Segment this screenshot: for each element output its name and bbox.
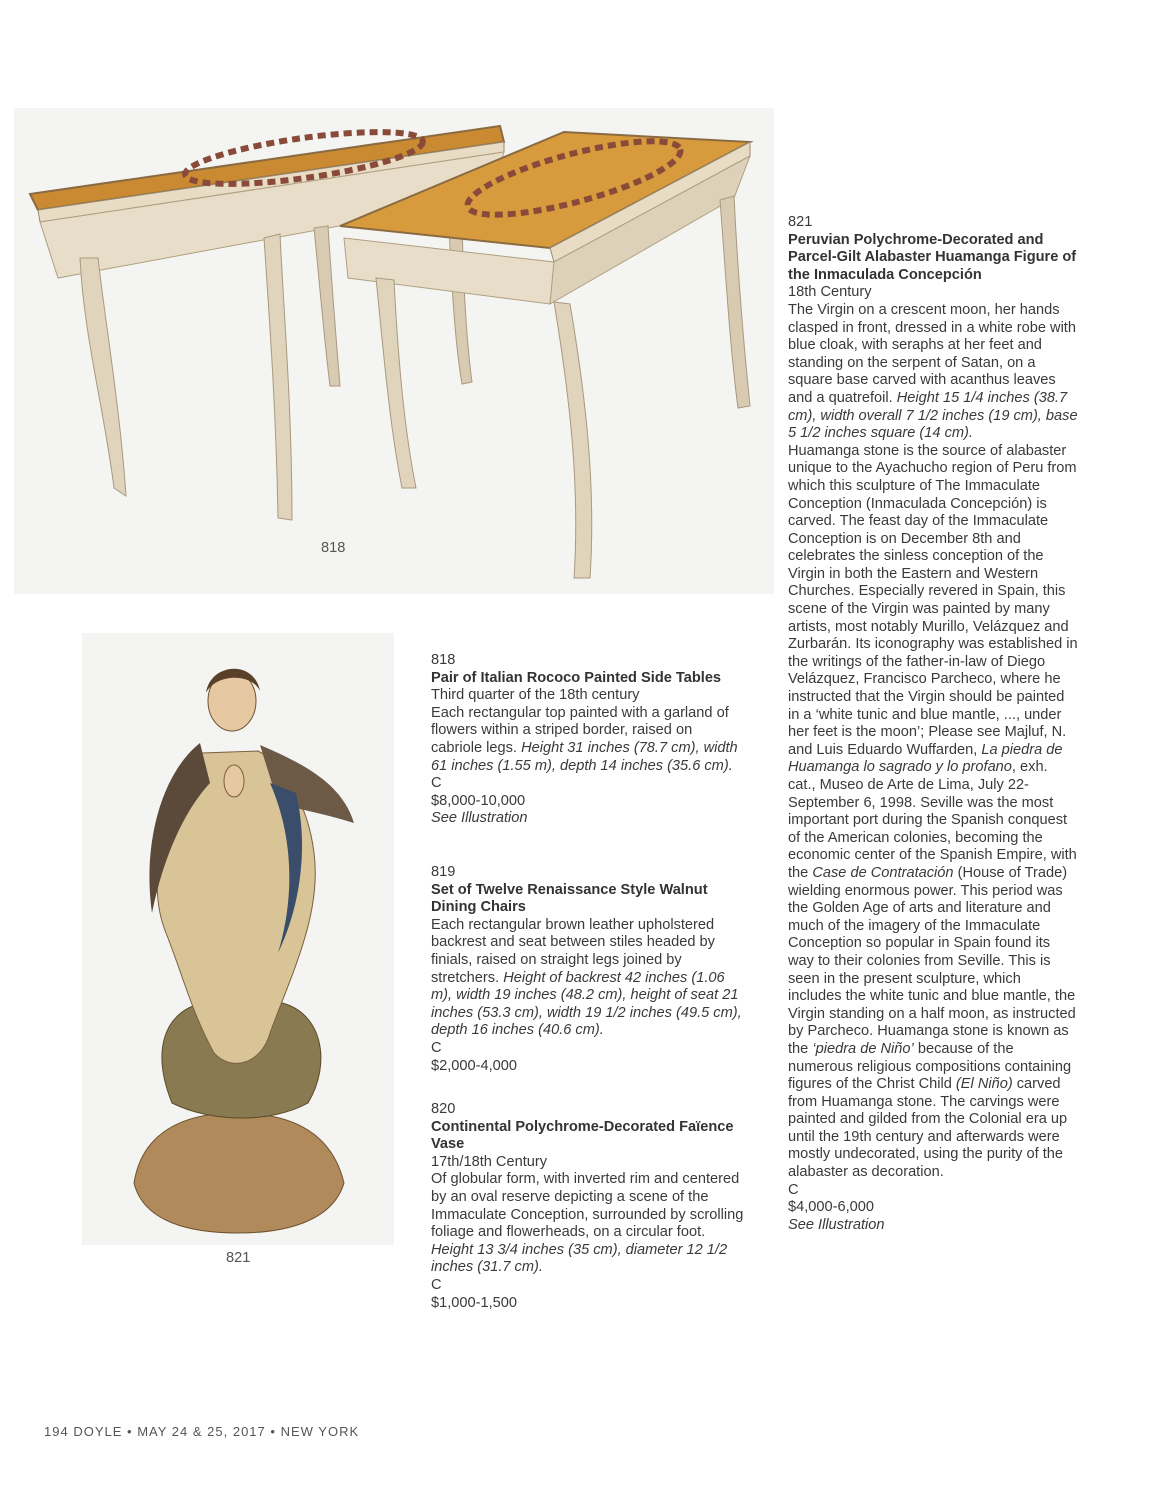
lot-date: 18th Century — [788, 284, 872, 301]
lot-essay — [788, 443, 1078, 1182]
lot-desc-text: The Virgin on a crescent moon, her hands clasped in front, dressed in a white robe with blue cloak, with seraphs at her feet and standing on the serpent of Satan, on a square base carved with acanthus leaves and a quatrefoil. — [788, 301, 1076, 406]
lot-code: C — [788, 1181, 799, 1198]
lot-description — [431, 917, 746, 1040]
lot-estimate: $4,000-6,000 — [788, 1199, 875, 1216]
auction-house: DOYLE — [73, 1424, 123, 1439]
lot-821 — [788, 214, 1078, 1234]
essay-part-2: , exh. cat., Museo de Arte de Lima, July 22-September 6, 1998. Seville was the most important port during the Spanish conquest of the American colonies, becoming the economic center of the Spanish Empire, with the — [788, 759, 1077, 881]
lot-estimate: $2,000-4,000 — [431, 1057, 518, 1074]
lot-date: Third quarter of the 18th century — [431, 687, 640, 704]
essay-part-3: (House of Trade) wielding enormous power. This period was the Golden Age of arts and literature and much of the imagery of the Immaculate Conception so popular in Spain found its way to their colonies from Seville. This is seen in the present sculpture, which includes the white tunic and blue mantle, the Virgin standing on a half moon, as instructed by Parcheco. Huamanga stone is known as the — [788, 864, 1076, 1057]
lot-estimate: $1,000-1,500 — [431, 1294, 518, 1311]
figure-photo — [82, 633, 394, 1245]
figure-illustration — [82, 633, 394, 1245]
lot-dimensions: Height 13 3/4 inches (35 cm), diameter 12 1/2 inches (31.7 cm). — [431, 1241, 728, 1276]
lot-note: See Illustration — [431, 810, 528, 827]
lot-dimensions: Height 15 1/4 inches (38.7 cm), width overall 7 1/2 inches (19 cm), base 5 1/2 inches square (14 cm). — [788, 389, 1078, 442]
lot-code: C — [431, 1276, 442, 1293]
lot-title: Continental Polychrome-Decorated Faïence Vase — [431, 1118, 734, 1153]
essay-house-name: Case de Contratación — [812, 864, 954, 881]
tables-illustration — [14, 108, 774, 594]
page-number: 194 — [44, 1424, 69, 1439]
lot-number: 819 — [431, 864, 456, 880]
lot-number: 820 — [431, 1101, 456, 1117]
lot-desc-text: Each rectangular brown leather upholstered backrest and seat between stiles headed by finials, raised on straight legs joined by stretchers. — [431, 916, 715, 986]
lot-date: 17th/18th Century — [431, 1153, 548, 1170]
essay-citation: La piedra de Huamanga lo sagrado y lo profano — [788, 741, 1063, 776]
lot-title: Peruvian Polychrome-Decorated and Parcel-Gilt Alabaster Huamanga Figure of the Inmaculada Concepción — [788, 231, 1077, 283]
lot-dimensions: Height 31 inches (78.7 cm), width 61 inches (1.55 m), depth 14 inches (35.6 cm). — [431, 739, 738, 774]
lot-estimate: $8,000-10,000 — [431, 792, 526, 809]
lot-description — [788, 302, 1078, 443]
essay-el-nino: (El Niño) — [955, 1076, 1013, 1093]
essay-part-1: Huamanga stone is the source of alabaster unique to the Ayachucho region of Peru from which this sculpture of The Immaculate Conception (Inmaculada Concepción) is carved. The feast day of the Immaculate Conception is on December 8th and celebrates the sinless conception of the Virgin in both the Eastern and Western Churches. Especially revered in Spain, this scene of the Virgin was painted by many artists, most notably Murillo, Velázquez and Zurbarán. Its iconography was established in the writings of the father-in-law of Diego Velázquez, Francisco Parcheco, where he instructed that the Virgin should be painted in a ‘white tunic and blue mantle, ..., under her feet is the moon’; Please see Majluf, N. and Luis Eduardo Wuffarden, — [788, 442, 1078, 758]
lot-code: C — [431, 1039, 442, 1056]
lot-820 — [431, 1101, 746, 1312]
lot-note: See Illustration — [788, 1216, 885, 1233]
lot-819 — [431, 864, 746, 1075]
figure-caption: 821 — [226, 1250, 251, 1266]
lot-desc-text: Of globular form, with inverted rim and centered by an oval reserve depicting a scene of the Immaculate Conception, surrounded by scrolling foliage and flowerheads, on a circular foot. — [431, 1171, 744, 1241]
bullet-separator: • — [127, 1424, 133, 1439]
essay-part-4: because of the numerous religious compositions containing figures of the Christ Child — [788, 1040, 1072, 1093]
sale-date: MAY 24 & 25, 2017 — [137, 1424, 266, 1439]
tables-caption: 818 — [321, 540, 346, 556]
sale-city: NEW YORK — [280, 1424, 360, 1439]
lot-code: C — [431, 775, 442, 792]
lot-title: Set of Twelve Renaissance Style Walnut Dining Chairs — [431, 881, 708, 916]
lot-818 — [431, 652, 746, 828]
lot-number: 821 — [788, 214, 813, 230]
essay-part-5: carved from Huamanga stone. The carvings were painted and gilded from the Colonial era up until the 19th century and afterwards were mostly undecorated, using the purity of the alabaster as decoration. — [788, 1076, 1068, 1181]
tables-photo — [14, 108, 774, 594]
page-footer — [44, 1424, 359, 1439]
lot-description — [431, 705, 746, 775]
lot-dimensions: Height of backrest 42 inches (1.06 m), width 19 inches (48.2 cm), height of seat 21 inches (53.3 cm), width 19 1/2 inches (49.5 cm), depth 16 inches (40.6 cm). — [431, 969, 742, 1039]
lot-desc-text: Each rectangular top painted with a garland of flowers within a striped border, raised on cabriole legs. — [431, 704, 729, 756]
bullet-separator: • — [270, 1424, 276, 1439]
lot-title: Pair of Italian Rococo Painted Side Tables — [431, 669, 722, 686]
essay-piedra: ‘piedra de Niño’ — [812, 1040, 914, 1057]
lot-number: 818 — [431, 652, 456, 668]
